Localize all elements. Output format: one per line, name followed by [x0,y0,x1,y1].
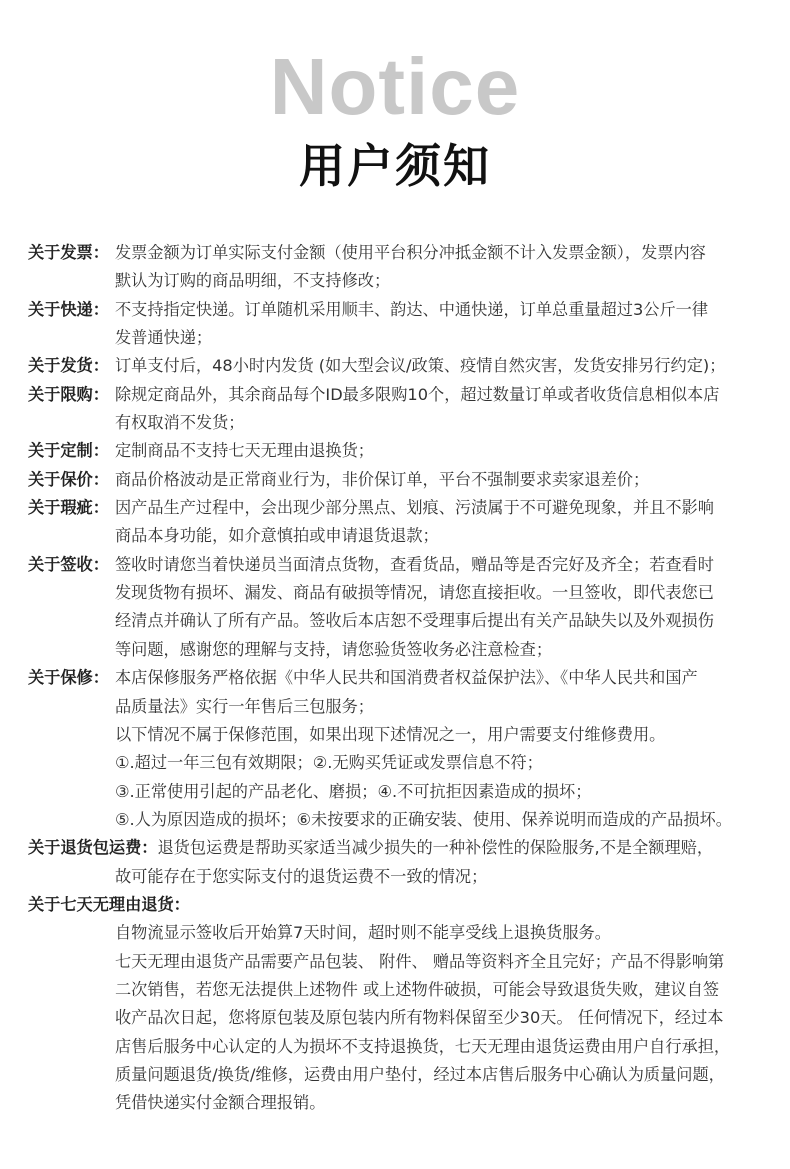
section-text: ③.正常使用引起的产品老化、磨损；④.不可抗拒因素造成的损坏； [115,781,592,801]
section-text: 商品本身功能，如介意慎拍或申请退货退款； [115,526,439,546]
notice-line [28,494,788,522]
section-text: 自物流显示签收后开始算7天时间，超时则不能享受线上退换货服务。 [115,923,611,943]
section-label: 关于定制： [28,441,109,461]
notice-line [28,749,788,777]
notice-line [28,381,788,409]
section-text: ⑤.人为原因造成的损坏；⑥未按要求的正确安装、使用、保养说明而造成的产品损坏。 [115,809,732,829]
section-label: 关于保价： [28,469,109,489]
notice-line [28,693,788,721]
section-text: 以下情况不属于保修范围，如果出现下述情况之一，用户需要支付维修费用。 [115,724,666,744]
notice-line [28,607,788,635]
section-label: 关于限购： [28,384,109,404]
notice-line [28,409,788,437]
section-label: 关于快递： [28,299,109,319]
notice-line [28,437,788,465]
notice-line [28,919,788,947]
section-text: 默认为订购的商品明细，不支持修改； [115,271,391,291]
notice-line [28,863,788,891]
notice-line [28,1004,788,1032]
notice-section [28,381,788,438]
section-text: 凭借快递实付金额合理报销。 [115,1093,326,1113]
section-text: 店售后服务中心认定的人为损坏不支持退换货，七天无理由退货运费由用户自行承担， [115,1036,731,1056]
section-text: 经清点并确认了所有产品。签收后本店恕不受理事后提出有关产品缺失以及外观损伤 [115,611,714,631]
notice-line [28,239,788,267]
notice-line [28,522,788,550]
notice-section [28,296,788,353]
section-text: 除规定商品外，其余商品每个ID最多限购10个，超过数量订单或者收货信息相似本店 [115,384,720,404]
notice-line [28,721,788,749]
page-title: 用户须知 [299,139,491,193]
section-text: 二次销售，若您无法提供上述物件 或上述物件破损，可能会导致退货失败，建议自签 [115,979,720,999]
section-text: ①.超过一年三包有效期限；②.无购买凭证或发票信息不符； [115,753,543,773]
notice-line [28,806,788,834]
section-text: 定制商品不支持七天无理由退换货； [115,441,374,461]
notice-section [28,352,788,380]
section-text: 故可能存在于您实际支付的退货运费不一致的情况； [115,866,488,886]
notice-section [28,437,788,465]
section-label: 关于七天无理由退货： [28,894,190,914]
notice-section [28,664,788,834]
section-text: 质量问题退货/换货/维修，运费由用户垫付，经过本店售后服务中心确认为质量问题， [115,1064,725,1084]
notice-line [28,1033,788,1061]
section-label: 关于发票： [28,243,109,262]
notice-section [28,239,788,296]
section-text: 因产品生产过程中，会出现少部分黑点、划痕、污渍属于不可避免现象，并且不影响 [115,498,714,518]
section-text: 有权取消不发货； [115,413,245,433]
notice-section [28,494,788,551]
notice-line [28,296,788,324]
notice-line [28,1089,788,1117]
section-text: 七天无理由退货产品需要产品包装、 附件、 赠品等资料齐全且完好；产品不得影响第 [115,951,725,971]
section-text: 发票金额为订单实际支付金额（使用平台积分冲抵金额不计入发票金额），发票内容 [115,243,706,262]
notice-line [28,1061,788,1089]
section-text: 等问题，感谢您的理解与支持，请您验货签收务必注意检查； [115,639,553,659]
section-text: 发普通快递； [115,328,213,348]
section-text: 品质量法》实行一年售后三包服务； [115,696,374,716]
section-label: 关于退货包运费： [28,838,158,858]
section-label: 关于瑕疵： [28,498,109,518]
notice-line [28,352,788,380]
section-text: 商品价格波动是正常商业行为，非价保订单，平台不强制要求卖家退差价； [115,469,650,489]
section-label: 关于发货： [28,356,109,376]
notice-line [28,948,788,976]
notice-line [28,834,788,862]
section-text: 退货包运费是帮助买家适当减少损失的一种补偿性的保险服务,不是全额理赔， [157,838,714,858]
notice-line [28,664,788,692]
notice-line [28,976,788,1004]
section-text: 订单支付后，48小时内发货 (如大型会议/政策、疫情自然灾害，发货安排另行约定)； [115,356,726,376]
section-text: 签收时请您当着快递员当面清点货物，查看货品，赠品等是否完好及齐全；若查看时 [115,554,714,574]
notice-line [28,579,788,607]
notice-line [28,891,788,919]
notice-section [28,466,788,494]
section-label: 关于签收： [28,554,109,574]
notice-line [28,636,788,664]
notice-line [28,466,788,494]
section-label: 关于保修： [28,668,109,688]
notice-body [28,239,788,1118]
notice-line [28,324,788,352]
notice-line [28,778,788,806]
notice-section [28,891,788,1118]
section-text: 收产品次日起，您将原包装及原包装内所有物料保留至少30天。 任何情况下，经过本 [115,1008,724,1028]
notice-section [28,551,788,664]
notice-line [28,551,788,579]
notice-section [28,834,788,891]
section-text: 本店保修服务严格依据《中华人民共和国消费者权益保护法》、《中华人民共和国产 [115,668,698,688]
section-text: 发现货物有损坏、漏发、商品有破损等情况，请您直接拒收。一旦签收，即代表您已 [115,583,714,603]
notice-heading: Notice [269,42,521,131]
notice-line [28,267,788,295]
section-text: 不支持指定快递。订单随机采用顺丰、韵达、中通快递，订单总重量超过3公斤一律 [115,299,709,319]
